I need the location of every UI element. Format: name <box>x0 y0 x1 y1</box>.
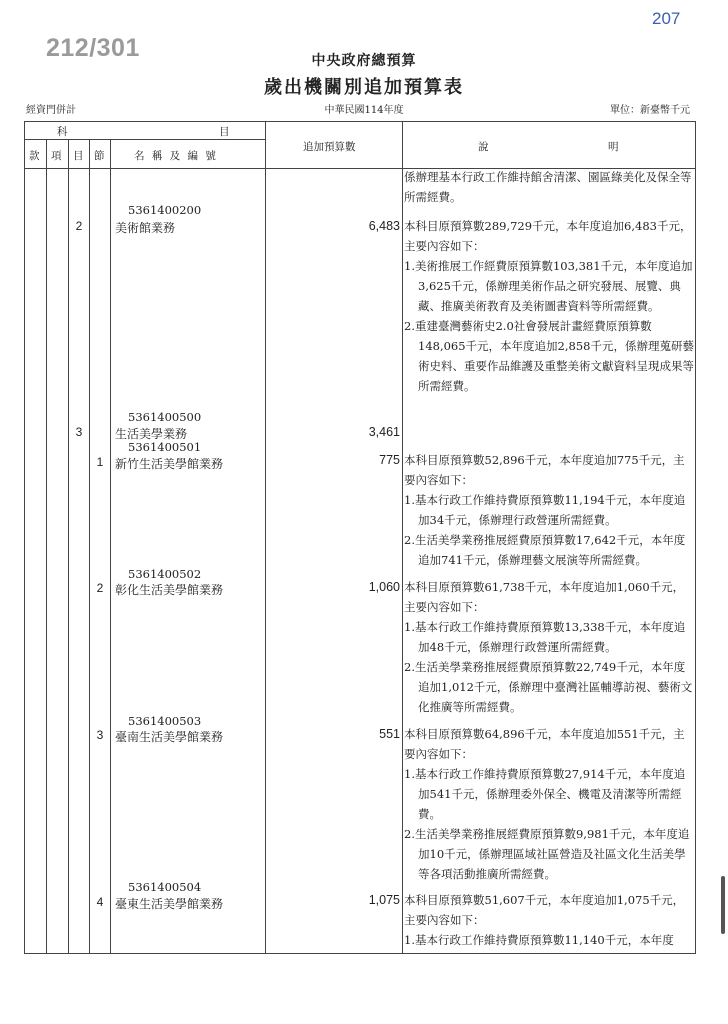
row-amount: 1,060 <box>368 580 400 594</box>
row-name: 臺東生活美學館業務 <box>115 897 224 911</box>
header-jie: 節 <box>94 150 105 162</box>
page-count: 212/301 <box>46 34 140 62</box>
row-code: 5361400500 <box>128 410 202 424</box>
page-number: 207 <box>652 9 681 28</box>
row-amount: 551 <box>379 727 400 741</box>
row-mu: 3 <box>75 425 83 439</box>
header-ke: 科 <box>57 126 68 138</box>
row-description: 本科目原預算數51,607千元，本年度追加1,075千元，主要內容如下： 1.基本行政工作維持費原預算數11,140千元，本年度 <box>404 893 685 947</box>
row-jie: 3 <box>96 728 104 742</box>
row-amount: 6,483 <box>368 219 400 233</box>
table-bottom-border <box>24 953 696 954</box>
row-name: 新竹生活美學館業務 <box>115 457 224 471</box>
document-title: 中央政府總預算 <box>311 53 417 69</box>
scrollbar-thumb[interactable] <box>721 876 725 934</box>
row-code: 5361400504 <box>128 880 202 894</box>
header-divider <box>24 139 265 140</box>
col-border <box>110 139 111 953</box>
row-amount: 1,075 <box>368 893 400 907</box>
meta-unit: 單位：新臺幣千元 <box>610 105 690 116</box>
table-title: 歲出機關別追加預算表 <box>264 77 464 98</box>
row-code: 5361400502 <box>128 567 202 581</box>
header-name-code: 名 稱 及 編 號 <box>134 150 218 162</box>
row-code: 5361400200 <box>128 203 202 217</box>
row-jie: 1 <box>96 455 104 469</box>
row-jie: 2 <box>96 581 104 595</box>
col-border <box>402 121 403 953</box>
table-top-border <box>24 121 696 122</box>
meta-year: 中華民國114年度 <box>324 105 404 116</box>
col-border <box>24 121 25 953</box>
header-desc-1: 說 <box>478 141 489 153</box>
row-description: 本科目原預算數64,896千元，本年度追加551千元，主要內容如下： 1.基本行政工作維持費原預算數27,914千元，本年度追加541千元，係辦理委外保全、機電及清潔等所需經費。 2.生活美學業務推展經費原預算數9,981千元，本年度追加10千元，係辦理區域社區營造及社區文化生活美學等各項活動推廣所需經費。 <box>404 727 690 881</box>
col-border <box>89 139 90 953</box>
row-description: 本科目原預算數52,896千元，本年度追加775千元，主要內容如下： 1.基本行政工作維持費原預算數11,194千元，本年度追加34千元，係辦理行政營運所需經費。 2.生活美學業務推展經費原預算數17,642千元，本年度追加741千元，係辦理藝文展演等所需經費。 <box>404 453 686 567</box>
col-border <box>265 121 266 953</box>
row-amount: 775 <box>379 453 400 467</box>
col-border <box>68 139 69 953</box>
meta-left: 經資門併計 <box>26 105 76 116</box>
row-mu: 2 <box>75 219 83 233</box>
row-name: 臺南生活美學館業務 <box>115 730 224 744</box>
row-description: 本科目原預算數289,729千元，本年度追加6,483千元，主要內容如下： 1.美術推展工作經費原預算數103,381千元，本年度追加3,625千元，係辦理美術作品之研究發展、展覽、典藏、推廣美術教育及美術圖書資料等所需經費。 2.重建臺灣藝術史2.0社會發展計畫經費原預算數148,065千元，本年度追加2,858千元，係辦理蒐研藝術史料、重要作品維護及重整美術文獻資料呈現成果等所需經費。 <box>404 219 694 393</box>
row-jie: 4 <box>96 895 104 909</box>
header-mu: 目 <box>73 150 84 162</box>
row-code: 5361400503 <box>128 714 202 728</box>
header-kuan: 款 <box>29 150 40 162</box>
header-desc-2: 明 <box>608 141 619 153</box>
col-border <box>695 121 696 953</box>
header-amount: 追加預算數 <box>303 141 356 153</box>
row-name: 彰化生活美學館業務 <box>115 583 224 597</box>
row-description: 本科目原預算數61,738千元，本年度追加1,060千元，主要內容如下： 1.基本行政工作維持費原預算數13,338千元，本年度追加48千元，係辦理行政營運所需經費。 2.生活美學業務推展經費原預算數22,749千元，本年度追加1,012千元，係辦理中臺灣社區輔導訪視、藝術文化推廣等所需經費。 <box>404 580 693 714</box>
header-mu-group: 目 <box>219 126 230 138</box>
row-name: 美術館業務 <box>115 221 176 235</box>
description-continued: 係辦理基本行政工作維持館舍清潔、園區綠美化及保全等所需經費。 <box>404 170 692 204</box>
header-xiang: 項 <box>51 150 62 162</box>
row-name: 生活美學業務 <box>115 427 188 441</box>
row-amount: 3,461 <box>368 425 400 439</box>
row-code: 5361400501 <box>128 440 202 454</box>
col-border <box>46 139 47 953</box>
